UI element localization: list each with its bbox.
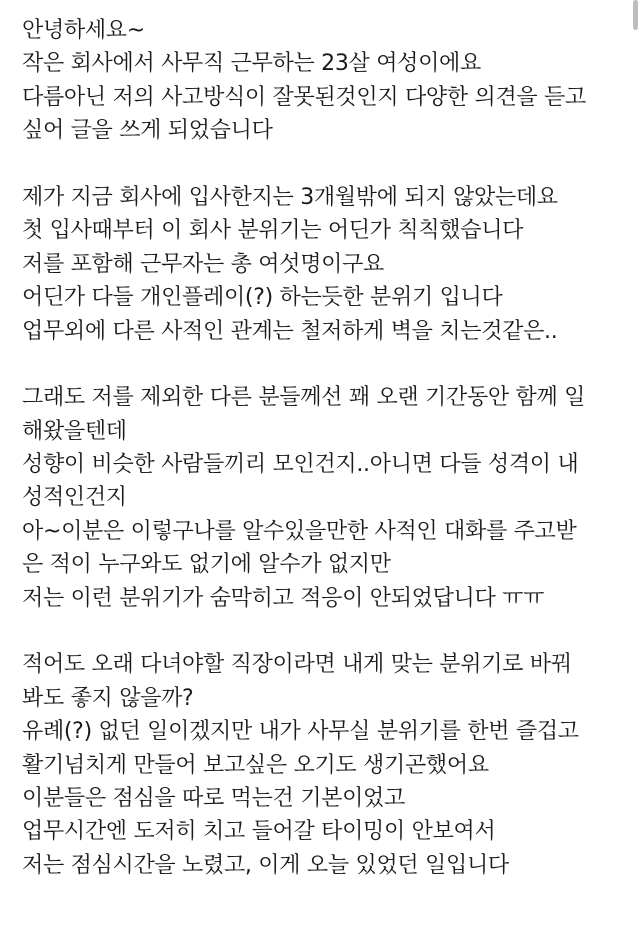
post-text-line: 저는 점심시간을 노렸고, 이게 오늘 있었던 일입니다 bbox=[22, 852, 509, 878]
post-text-line: 어딘가 다들 개인플레이(?) 하는듯한 분위기 입니다 bbox=[22, 285, 503, 311]
post-text-line: 안녕하세요~ bbox=[22, 18, 145, 43]
post-text-line: 다름아닌 저의 사고방식이 잘못된것인지 다양한 의견을 듣고 bbox=[22, 84, 586, 110]
paragraph-break bbox=[22, 348, 622, 381]
post-text-line: 봐도 좋지 않을까? bbox=[22, 685, 194, 711]
post-text-line: 업무외에 다른 사적인 관계는 철저하게 벽을 치는것같은.. bbox=[22, 318, 558, 344]
post-text-line: 유례(?) 없던 일이겠지만 내가 사무실 분위기를 한번 즐겁고 bbox=[22, 719, 579, 745]
post-text-line: 해왔을텐데 bbox=[22, 418, 127, 444]
post-text-line: 적어도 오래 다녀야할 직장이라면 내게 맞는 분위기로 바꿔 bbox=[22, 652, 572, 678]
post-text-line: 싶어 글을 쓰게 되었습니다 bbox=[22, 118, 273, 144]
post-text-line: 저를 포함해 근무자는 총 여섯명이구요 bbox=[22, 251, 385, 277]
post-body bbox=[22, 14, 622, 882]
post-text-line: 저는 이런 분위기가 숨막히고 적응이 안되었답니다 ㅠㅠ bbox=[22, 585, 545, 611]
post-text-line: 성적인건지 bbox=[22, 485, 127, 511]
post-text-line: 작은 회사에서 사무직 근무하는 23살 여성이에요 bbox=[22, 51, 481, 77]
post-text-line: 이분들은 점심을 따로 먹는건 기본이었고 bbox=[22, 785, 405, 811]
scrollbar-thumb[interactable] bbox=[633, 0, 638, 30]
post-text-line: 첫 입사때부터 이 회사 분위기는 어딘가 칙칙했습니다 bbox=[22, 218, 524, 244]
post-text-line: 아~이분은 이렇구나를 알수있을만한 사적인 대화를 주고받 bbox=[22, 518, 577, 544]
post-text-line: 그래도 저를 제외한 다른 분들께선 꽤 오랜 기간동안 함께 일 bbox=[22, 385, 586, 411]
post-text-line: 제가 지금 회사에 입사한지는 3개월밖에 되지 않았는데요 bbox=[22, 184, 558, 210]
post-text-line: 은 적이 누구와도 없기에 알수가 없지만 bbox=[22, 552, 391, 578]
paragraph-break bbox=[22, 148, 622, 181]
post-text-line: 활기넘치게 만들어 보고싶은 오기도 생기곤했어요 bbox=[22, 752, 489, 778]
post-text-line: 성향이 비슷한 사람들끼리 모인건지..아니면 다들 성격이 내 bbox=[22, 452, 579, 478]
post-text-line: 업무시간엔 도저히 치고 들어갈 타이밍이 안보여서 bbox=[22, 819, 496, 845]
paragraph-break bbox=[22, 615, 622, 648]
